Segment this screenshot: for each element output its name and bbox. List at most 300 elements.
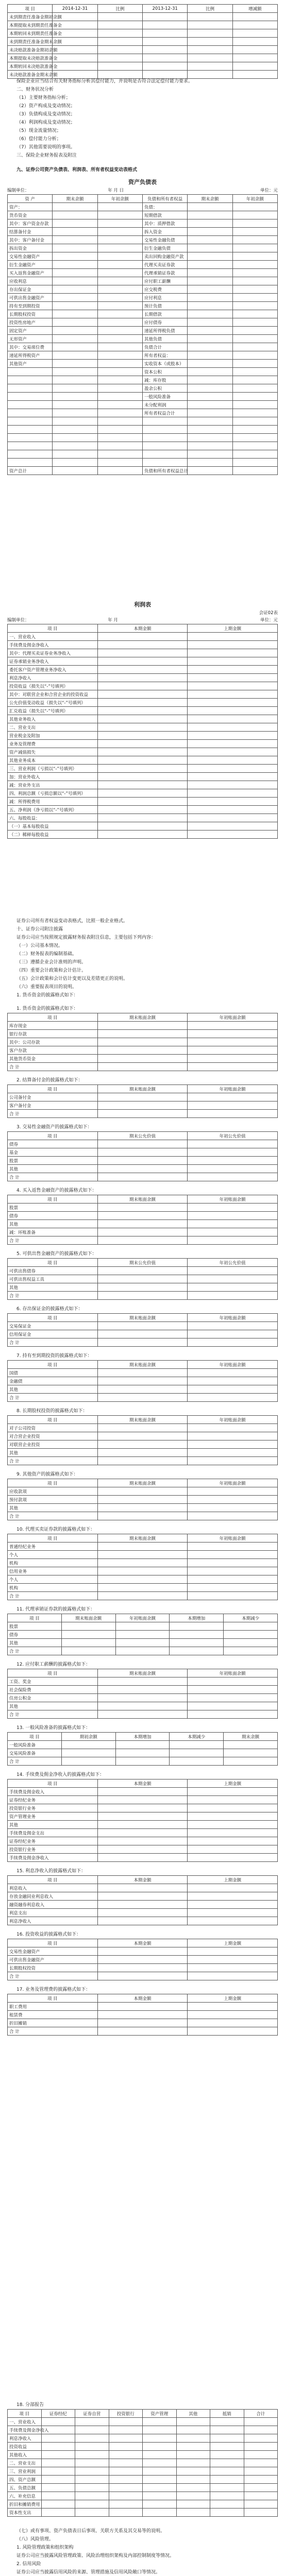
row-label: 投资银行业务: [8, 1845, 98, 1854]
empty-cell: [188, 417, 232, 426]
asset-label: 无形资产: [8, 335, 53, 343]
row-label: 本期转回未决赔款准备金: [8, 62, 53, 71]
table-row: [8, 294, 278, 302]
empty-cell: [97, 1702, 188, 1710]
empty-cell: [188, 1917, 278, 1925]
empty-cell: [188, 781, 278, 789]
table-row: [8, 2434, 278, 2443]
empty-cell: [188, 1063, 278, 1071]
empty-cell: [244, 2451, 278, 2459]
empty-cell: [188, 1854, 278, 1862]
note-header-cell: 项 目: [8, 1195, 98, 1204]
note-header-cell: 期末账面余额: [61, 1614, 115, 1622]
empty-cell: [97, 1854, 188, 1862]
note-header-cell: 项 目: [8, 1669, 98, 1677]
empty-cell: [188, 335, 232, 343]
empty-cell: [244, 2418, 278, 2426]
empty-cell: [97, 13, 142, 21]
empty-cell: [53, 318, 97, 327]
row-label: 一、营业收入: [8, 633, 98, 641]
empty-cell: [61, 1757, 115, 1766]
income-header-cell: 项 目: [8, 624, 98, 633]
empty-cell: [53, 467, 97, 475]
empty-cell: [75, 2451, 109, 2459]
table-row: [8, 1449, 278, 1457]
table-row: [8, 236, 278, 244]
empty-cell: [53, 368, 97, 376]
liability-label: [142, 417, 187, 426]
note-header-cell: 项 目: [8, 1416, 98, 1424]
empty-cell: [53, 360, 97, 368]
empty-cell: [97, 773, 188, 781]
empty-cell: [41, 2492, 75, 2500]
empty-cell: [188, 1330, 278, 1338]
row-label: 合 计: [8, 1173, 98, 1181]
empty-cell: [41, 2443, 75, 2451]
empty-cell: [232, 376, 277, 384]
row-label: 利息净收入: [8, 1917, 98, 1925]
table-row: [8, 327, 278, 335]
asset-label: [8, 459, 53, 467]
table-row: [8, 2418, 278, 2426]
liability-label: 未分配利润: [142, 401, 187, 409]
empty-cell: [97, 1236, 188, 1245]
empty-cell: [188, 2011, 278, 2019]
paragraph: 二、财务状况分析: [16, 87, 54, 92]
income-company: 编制单位：: [7, 618, 29, 623]
table-row: [8, 1829, 278, 1837]
empty-cell: [188, 1394, 278, 1402]
empty-cell: [188, 1038, 278, 1046]
liability-label: 应付职工薪酬: [142, 277, 187, 285]
empty-cell: [53, 252, 97, 261]
empty-cell: [232, 252, 277, 261]
empty-cell: [142, 29, 187, 38]
row-label: 银行存款: [8, 1030, 98, 1038]
empty-cell: [97, 1812, 188, 1821]
row-label: 公允价值变动收益（损失以“-”号填列）: [8, 699, 98, 707]
row-label: 职工费用: [8, 2003, 98, 2011]
empty-cell: [97, 1038, 188, 1046]
row-label: 信用业务: [8, 1567, 98, 1575]
empty-cell: [188, 1567, 278, 1575]
liability-label: 卖出回购金融资产款: [142, 252, 187, 261]
table-row: [8, 335, 278, 343]
liability-label: 衍生金融负债: [142, 244, 187, 252]
note-table: [7, 1479, 278, 1520]
row-label: 国债: [8, 1369, 98, 1377]
empty-cell: [170, 1741, 224, 1749]
empty-cell: [232, 401, 277, 409]
table-row: [8, 1845, 278, 1854]
empty-cell: [97, 1457, 188, 1465]
table-row: [8, 1148, 278, 1157]
empty-cell: [97, 62, 142, 71]
asset-label: 其中：客户备付金: [8, 236, 53, 244]
note-header-cell: 年初账面余额: [188, 1361, 278, 1369]
note-caption: 6. 存出保证金的披露格式如下：: [16, 1307, 83, 1312]
empty-cell: [232, 302, 277, 310]
table-row: [8, 1440, 278, 1449]
table-row: [8, 1749, 278, 1757]
empty-cell: [232, 13, 277, 21]
row-label: 信用保证金: [8, 1330, 98, 1338]
liability-label: 代理买卖证券款: [142, 261, 187, 269]
empty-cell: [188, 831, 278, 839]
empty-cell: [232, 21, 277, 29]
segment-caption: 18. 分部报告: [16, 2402, 44, 2408]
empty-cell: [188, 434, 232, 442]
empty-cell: [109, 2418, 143, 2426]
balance-header-cell: 期末余额: [53, 195, 97, 203]
empty-cell: [188, 1228, 278, 1236]
asset-label: [8, 384, 53, 393]
row-label: 客户存款: [8, 1046, 98, 1055]
liability-label: [142, 442, 187, 450]
empty-cell: [75, 2418, 109, 2426]
empty-cell: [53, 228, 97, 236]
empty-cell: [188, 1322, 278, 1330]
empty-cell: [97, 203, 142, 211]
note-header-cell: 本期金额: [97, 1876, 188, 1884]
empty-cell: [97, 1504, 188, 1512]
empty-cell: [210, 2467, 244, 2476]
table-row: [8, 707, 278, 715]
table-row: [8, 1110, 278, 1118]
empty-cell: [188, 1964, 278, 1972]
table-row: [8, 798, 278, 806]
empty-cell: [97, 1964, 188, 1972]
row-label: 合 计: [8, 2027, 98, 2036]
table-row: [8, 277, 278, 285]
asset-label: [8, 434, 53, 442]
empty-cell: [143, 2451, 177, 2459]
empty-cell: [97, 327, 142, 335]
empty-cell: [188, 1432, 278, 1440]
note-table: [7, 1614, 278, 1655]
row-label: 未决赔款准备金期初余额: [8, 46, 53, 54]
empty-cell: [176, 2443, 210, 2451]
empty-cell: [232, 442, 277, 450]
empty-cell: [232, 360, 277, 368]
table-row: [8, 1788, 278, 1796]
note-header-row: [8, 1614, 278, 1622]
note-caption: 8. 长期股权投资的披露格式如下：: [16, 1409, 88, 1414]
empty-cell: [97, 1030, 188, 1038]
empty-cell: [75, 2434, 109, 2443]
table-row: [8, 1639, 278, 1647]
table-row: [8, 285, 278, 294]
table-row: [8, 2019, 278, 2027]
empty-cell: [188, 459, 232, 467]
asset-label: 其他资产: [8, 360, 53, 368]
empty-cell: [188, 38, 232, 46]
empty-cell: [244, 2459, 278, 2467]
note-header-cell: 项 目: [8, 1534, 98, 1543]
empty-cell: [188, 21, 232, 29]
empty-cell: [97, 318, 142, 327]
empty-cell: [97, 1788, 188, 1796]
empty-cell: [188, 401, 232, 409]
empty-cell: [188, 1212, 278, 1220]
empty-cell: [97, 1956, 188, 1964]
balance-header-cell: 年初余额: [97, 195, 142, 203]
row-label: 存放金融同业利息收入: [8, 1892, 98, 1901]
empty-cell: [188, 409, 232, 417]
row-label: 合 计: [8, 1063, 98, 1071]
empty-cell: [143, 2492, 177, 2500]
empty-cell: [232, 269, 277, 277]
empty-cell: [188, 1686, 278, 1694]
empty-cell: [97, 1837, 188, 1845]
note-table: [7, 1313, 278, 1347]
note-table: [7, 1360, 278, 1402]
asset-label: 其中：交易席位费: [8, 343, 53, 351]
row-label: 其他业务成本: [8, 756, 98, 765]
income-unit: 单位：元: [260, 618, 278, 623]
empty-cell: [232, 228, 277, 236]
balance-sheet: [7, 178, 278, 475]
empty-cell: [232, 277, 277, 285]
empty-cell: [188, 798, 278, 806]
note-header-cell: 本期金额: [97, 1939, 188, 1947]
note-table: [7, 1195, 278, 1245]
paragraph: 1. 货币资金的披露格式如下：: [16, 993, 78, 998]
table-row: [8, 765, 278, 773]
empty-cell: [188, 310, 232, 318]
note-header-cell: 年初账面余额: [115, 1614, 170, 1622]
row-label: 库存现金: [8, 1022, 98, 1030]
table-row: [8, 1394, 278, 1402]
balance-header-cell: 年初余额: [232, 195, 277, 203]
empty-cell: [97, 1710, 188, 1719]
balance-unit: 单位：元: [260, 188, 278, 193]
empty-cell: [188, 1829, 278, 1837]
note-header-row: [8, 1780, 278, 1788]
empty-cell: [232, 409, 277, 417]
table-row: [8, 1584, 278, 1592]
empty-cell: [188, 1220, 278, 1228]
empty-cell: [188, 285, 232, 294]
empty-cell: [188, 1584, 278, 1592]
empty-cell: [188, 62, 232, 71]
empty-cell: [210, 2492, 244, 2500]
empty-cell: [188, 261, 232, 269]
empty-cell: [188, 277, 232, 285]
table-row: [8, 2011, 278, 2019]
table-row: [8, 1551, 278, 1559]
empty-cell: [142, 46, 187, 54]
balance-header-cell: 负债和所有者权益: [142, 195, 187, 203]
row-label: 可供出售金融资产: [8, 1956, 98, 1964]
empty-cell: [210, 2476, 244, 2484]
note-header-cell: 本期增加: [115, 1733, 170, 1741]
empty-cell: [176, 2500, 210, 2509]
row-label: 营业税金及附加: [8, 732, 98, 740]
empty-cell: [244, 2492, 278, 2500]
empty-cell: [232, 310, 277, 318]
empty-cell: [61, 1622, 115, 1631]
empty-cell: [188, 1093, 278, 1101]
empty-cell: [97, 29, 142, 38]
empty-cell: [244, 2509, 278, 2517]
liability-label: 递延所得税负债: [142, 327, 187, 335]
empty-cell: [188, 1046, 278, 1055]
row-label: 一般风险准备: [8, 1741, 62, 1749]
row-label: 三、营业利润（亏损以“-”号填列）: [8, 765, 98, 773]
balance-header-row: [8, 195, 278, 203]
note-header-cell: 年初账面余额: [188, 1669, 278, 1677]
empty-cell: [53, 261, 97, 269]
empty-cell: [109, 2476, 143, 2484]
empty-cell: [188, 666, 278, 674]
balance-meta: [7, 187, 278, 194]
note-caption: 16. 投资收益的披露格式如下：: [16, 1932, 81, 1937]
table-row: [8, 318, 278, 327]
empty-cell: [210, 2418, 244, 2426]
asset-label: 其中：客户资金存款: [8, 219, 53, 228]
empty-cell: [97, 277, 142, 285]
row-label: 投资收益（损失以“-”号填列）: [8, 682, 98, 690]
empty-cell: [232, 54, 277, 62]
note-header-cell: 项 目: [8, 1614, 62, 1622]
empty-cell: [61, 1631, 115, 1639]
empty-cell: [41, 2467, 75, 2476]
empty-cell: [188, 467, 232, 475]
asset-label: 货币资金: [8, 211, 53, 219]
empty-cell: [244, 2476, 278, 2484]
empty-cell: [109, 2467, 143, 2476]
empty-cell: [97, 1543, 188, 1551]
empty-cell: [188, 1377, 278, 1385]
table-row: [8, 1496, 278, 1504]
table-row: [8, 1567, 278, 1575]
paragraph: 十、证券公司附注披露: [16, 927, 63, 932]
empty-cell: [170, 1757, 224, 1766]
empty-cell: [188, 1845, 278, 1854]
table-row: [8, 1917, 278, 1925]
note-header-cell: 项 目: [8, 1876, 98, 1884]
note-header-cell: 项 目: [8, 1994, 98, 2003]
row-label: 资产管理业务: [8, 1812, 98, 1821]
table-row: [8, 310, 278, 318]
empty-cell: [97, 2011, 188, 2019]
note-caption: 4. 买入返售金融资产的披露格式如下：: [16, 1188, 97, 1193]
empty-cell: [188, 1702, 278, 1710]
empty-cell: [41, 2459, 75, 2467]
empty-cell: [188, 1504, 278, 1512]
asset-label: 资产：: [8, 203, 53, 211]
liability-label: [142, 434, 187, 442]
segment-table: [7, 2401, 278, 2517]
row-label: 住房公积金: [8, 1694, 98, 1702]
table-row: [8, 1457, 278, 1465]
note-table: [7, 1939, 278, 1980]
empty-cell: [61, 1749, 115, 1757]
empty-cell: [53, 417, 97, 426]
note-header-row: [8, 1479, 278, 1487]
note-block: [7, 1005, 278, 1071]
row-label: 本期提取未到期责任准备金: [8, 21, 53, 29]
segment-header-cell: 证券经纪: [41, 2410, 75, 2418]
table-row: [8, 1964, 278, 1972]
table-row: [8, 1812, 278, 1821]
empty-cell: [97, 649, 188, 657]
table-row: [8, 806, 278, 814]
table-row: [8, 219, 278, 228]
empty-cell: [97, 1512, 188, 1520]
liability-label: [142, 450, 187, 459]
table-row: [8, 2484, 278, 2492]
empty-cell: [97, 699, 188, 707]
empty-cell: [232, 244, 277, 252]
paragraph: （四）重要会计政策和会计估计。: [16, 968, 87, 973]
empty-cell: [188, 740, 278, 748]
empty-cell: [143, 2418, 177, 2426]
row-label: 利息净收入: [8, 2434, 42, 2443]
table-row: [8, 1796, 278, 1804]
row-label: 金融债: [8, 1377, 98, 1385]
table-row: [8, 1972, 278, 1980]
note-header-cell: 本期金额: [97, 1780, 188, 1788]
row-label: 对子公司投资: [8, 1424, 98, 1432]
income-title: 利润表: [134, 601, 151, 608]
empty-cell: [176, 2451, 210, 2459]
table-row: [8, 1369, 278, 1377]
empty-cell: [97, 666, 188, 674]
income-grid: [7, 624, 278, 839]
table-row: [8, 1055, 278, 1063]
empty-cell: [97, 1283, 188, 1292]
asset-label: 递延所得税资产: [8, 351, 53, 360]
empty-cell: [188, 657, 278, 666]
table-row: [8, 1710, 278, 1719]
section-heading: [7, 166, 278, 174]
empty-cell: [97, 450, 142, 459]
row-label: 交易性金融资产: [8, 1947, 98, 1956]
note-header-cell: 项 目: [8, 1314, 98, 1322]
empty-cell: [232, 203, 277, 211]
row-label: 工资、奖金: [8, 1677, 98, 1686]
empty-cell: [188, 1909, 278, 1917]
note-header-row: [8, 1939, 278, 1947]
empty-cell: [188, 376, 232, 384]
note-table: [7, 1669, 278, 1719]
empty-cell: [232, 46, 277, 54]
reserve-grid: [7, 4, 278, 79]
empty-cell: [188, 1551, 278, 1559]
row-label: 公司备付金: [8, 1093, 98, 1101]
row-label: 三、营业利润: [8, 2467, 42, 2476]
empty-cell: [97, 1575, 188, 1584]
note-header-cell: 期末公允价值: [97, 1132, 188, 1140]
empty-cell: [53, 203, 97, 211]
empty-cell: [188, 822, 278, 831]
heading-text: 九、证券公司资产负债表、利润表、所有者权益变动表格式: [16, 167, 138, 173]
table-row: [8, 1901, 278, 1909]
empty-cell: [142, 38, 187, 46]
paragraph: （3）负债构成及变动情况；: [16, 112, 75, 117]
empty-cell: [97, 368, 142, 376]
empty-cell: [188, 806, 278, 814]
table-row: [8, 38, 278, 46]
table-row: [8, 13, 278, 21]
empty-cell: [97, 1947, 188, 1956]
empty-cell: [115, 1741, 170, 1749]
liability-label: 一般风险准备: [142, 393, 187, 401]
row-label: 利息净收入: [8, 674, 98, 682]
empty-cell: [232, 29, 277, 38]
